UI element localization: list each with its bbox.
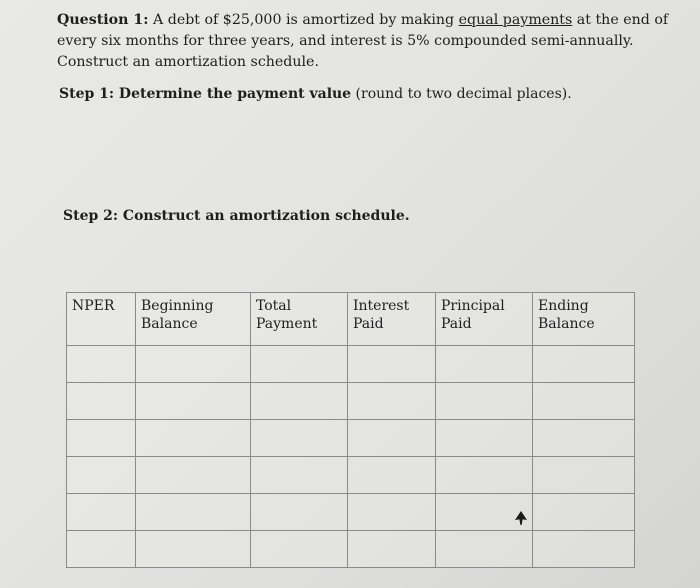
header-beginning-balance xyxy=(136,293,251,346)
header-interest-paid xyxy=(348,293,436,346)
table-cell[interactable] xyxy=(436,420,533,457)
header-interest-paid-line1: Interest xyxy=(353,298,410,314)
table-cell[interactable] xyxy=(67,346,136,383)
table-cell[interactable] xyxy=(67,494,136,531)
table-cell[interactable] xyxy=(251,531,348,568)
table-cell[interactable] xyxy=(533,457,635,494)
table-cell[interactable] xyxy=(348,457,436,494)
table-cell[interactable] xyxy=(533,383,635,420)
table-cell[interactable] xyxy=(348,494,436,531)
table-row xyxy=(67,494,635,531)
amortization-table-container xyxy=(66,292,634,562)
mouse-pointer-icon xyxy=(514,510,528,526)
table-cell[interactable] xyxy=(251,494,348,531)
step1-heading xyxy=(59,84,572,104)
table-cell[interactable] xyxy=(533,531,635,568)
table-cell[interactable] xyxy=(348,346,436,383)
table-row xyxy=(67,457,635,494)
table-cell[interactable] xyxy=(348,383,436,420)
table-cell[interactable] xyxy=(136,383,251,420)
question-label: Question 1: xyxy=(57,12,149,28)
table-cell[interactable] xyxy=(136,420,251,457)
table-row xyxy=(67,383,635,420)
question-underlined-text: equal payments xyxy=(458,12,573,28)
amortization-table xyxy=(66,292,635,568)
header-beginning-balance-line2: Balance xyxy=(141,316,198,332)
header-ending-balance xyxy=(533,293,635,346)
table-row xyxy=(67,531,635,568)
header-interest-paid-line2: Paid xyxy=(353,316,384,332)
table-cell[interactable] xyxy=(67,383,136,420)
header-ending-balance-line1: Ending xyxy=(538,298,589,314)
table-cell[interactable] xyxy=(136,457,251,494)
table-cell[interactable] xyxy=(533,346,635,383)
step2-heading: Step 2: Construct an amortization schedule. xyxy=(63,208,410,224)
table-cell[interactable] xyxy=(436,383,533,420)
table-cell[interactable] xyxy=(67,531,136,568)
table-row xyxy=(67,346,635,383)
header-principal-paid-line1: Principal xyxy=(441,298,505,314)
step1-note: (round to two decimal places). xyxy=(351,86,572,102)
header-nper-line1: NPER xyxy=(72,298,115,314)
table-cell[interactable] xyxy=(533,420,635,457)
header-total-payment-line1: Total xyxy=(256,298,292,314)
table-cell[interactable] xyxy=(436,531,533,568)
header-nper xyxy=(67,293,136,346)
question-text xyxy=(57,10,672,73)
table-cell[interactable] xyxy=(67,457,136,494)
table-cell[interactable] xyxy=(251,457,348,494)
table-cell[interactable] xyxy=(251,420,348,457)
table-cell[interactable] xyxy=(436,457,533,494)
table-cell[interactable] xyxy=(136,531,251,568)
question-text-before: A debt of $25,000 is amortized by making xyxy=(148,12,459,28)
table-header-row xyxy=(67,293,635,346)
header-total-payment xyxy=(251,293,348,346)
header-principal-paid xyxy=(436,293,533,346)
step1-bold: Step 1: Determine the payment value xyxy=(59,86,352,102)
table-cell[interactable] xyxy=(436,346,533,383)
header-total-payment-line2: Payment xyxy=(256,316,318,332)
table-cell[interactable] xyxy=(136,346,251,383)
table-cell[interactable] xyxy=(348,531,436,568)
table-cell[interactable] xyxy=(251,346,348,383)
question-text-after: at the end of every six months for three years, and interest is 5% compounded semi-annually. Construct an amortization schedule. xyxy=(57,12,669,70)
header-principal-paid-line2: Paid xyxy=(441,316,472,332)
header-ending-balance-line2: Balance xyxy=(538,316,595,332)
table-cell[interactable] xyxy=(533,494,635,531)
table-row xyxy=(67,420,635,457)
table-cell[interactable] xyxy=(348,420,436,457)
table-cell[interactable] xyxy=(136,494,251,531)
table-cell[interactable] xyxy=(67,420,136,457)
table-cell[interactable] xyxy=(251,383,348,420)
header-beginning-balance-line1: Beginning xyxy=(141,298,214,314)
